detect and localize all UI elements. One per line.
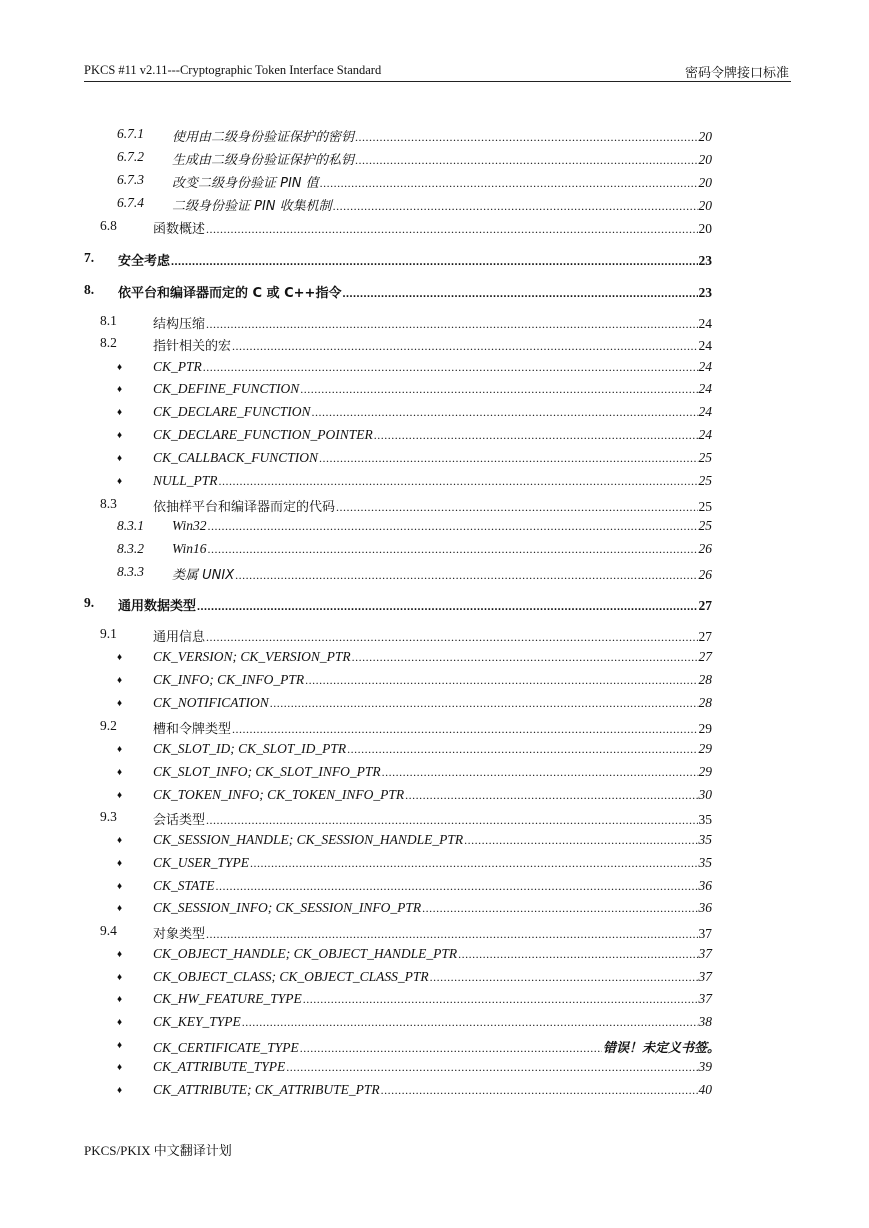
toc-entry-title: CK_OBJECT_HANDLE; CK_OBJECT_HANDLE_PTR <box>153 946 458 961</box>
toc-entry-title: CK_SESSION_INFO; CK_SESSION_INFO_PTR <box>153 900 422 915</box>
toc-page-number: 24 <box>698 316 712 331</box>
toc-page-number: 20 <box>698 221 712 236</box>
toc-entry-title: 安全考虑 <box>118 254 171 269</box>
toc-page-number: 27 <box>698 598 712 613</box>
toc-page-number: 28 <box>698 672 712 687</box>
bullet-icon: ♦ <box>117 858 123 869</box>
toc-page-number: 39 <box>698 1059 712 1074</box>
dot-leader <box>458 947 697 962</box>
toc-page-number: 24 <box>698 427 712 442</box>
footer-project: PKCS/PKIX <box>84 1143 151 1158</box>
toc-entry[interactable] <box>117 172 712 191</box>
dot-leader <box>320 176 698 191</box>
toc-page-number: 20 <box>698 129 712 144</box>
toc-entry[interactable] <box>117 969 712 987</box>
toc-page-number: 29 <box>698 764 712 779</box>
dot-leader <box>355 130 697 145</box>
toc-entry[interactable] <box>117 541 712 559</box>
toc-number: 9.3 <box>100 809 117 824</box>
toc-entry[interactable] <box>117 126 712 145</box>
toc-entry-title: Win32 <box>172 518 207 533</box>
toc-entry[interactable] <box>100 626 712 645</box>
dot-leader <box>235 568 697 583</box>
dot-leader <box>208 542 698 557</box>
bullet-icon: ♦ <box>117 652 123 663</box>
toc-number: 8. <box>84 282 95 297</box>
toc-entry[interactable] <box>100 218 712 237</box>
toc-entry-title: 结构压缩 <box>153 317 206 332</box>
header-title: PKCS #11 v2.11---Cryptographic Token Interface Standard <box>84 63 382 77</box>
dot-leader <box>286 1060 697 1075</box>
toc-entry[interactable] <box>117 946 712 964</box>
page-footer <box>84 1140 232 1159</box>
toc-entry-title: CK_STATE <box>153 878 215 893</box>
toc-entry[interactable] <box>100 809 712 828</box>
toc-page-number: 23 <box>698 253 712 268</box>
toc-number: 6.7.2 <box>117 149 144 164</box>
toc-entry[interactable] <box>84 250 712 269</box>
toc-entry-title: 通用信息 <box>153 630 206 645</box>
toc-entry-title: CK_INFO; CK_INFO_PTR <box>153 672 305 687</box>
toc-page-number: 24 <box>698 381 712 396</box>
toc-page-number: 24 <box>698 404 712 419</box>
bullet-icon: ♦ <box>117 453 123 464</box>
toc-entry-title: 对象类型 <box>153 927 206 942</box>
dot-leader <box>171 254 697 269</box>
bullet-icon: ♦ <box>117 1017 123 1028</box>
dot-leader <box>333 199 698 214</box>
toc-entry[interactable] <box>117 1037 720 1056</box>
dot-leader <box>422 901 697 916</box>
toc-entry-title: CK_HW_FEATURE_TYPE <box>153 991 302 1006</box>
bullet-icon: ♦ <box>117 362 123 373</box>
toc-entry-title: CK_ATTRIBUTE_TYPE <box>153 1059 286 1074</box>
toc-page-number: 37 <box>698 969 712 984</box>
toc-number: 9.2 <box>100 718 117 733</box>
toc-entry[interactable] <box>117 1082 712 1100</box>
bullet-icon: ♦ <box>117 881 123 892</box>
toc-entry-title: 使用由二级身份验证保护的密钥 <box>172 130 355 145</box>
toc-entry-title: NULL_PTR <box>153 473 218 488</box>
dot-leader <box>197 599 697 614</box>
dot-leader <box>300 382 697 397</box>
dot-leader <box>300 1041 602 1056</box>
toc-page-number: 35 <box>698 832 712 847</box>
toc-entry-title: CK_CERTIFICATE_TYPE <box>153 1040 299 1055</box>
bullet-icon: ♦ <box>117 407 123 418</box>
toc-entry-title: 依平台和编译器而定的 C 或 C++指令 <box>118 286 342 301</box>
dot-leader <box>219 474 698 489</box>
toc-page-number: 38 <box>698 1014 712 1029</box>
toc-entry[interactable] <box>117 149 712 168</box>
toc-entry[interactable] <box>117 672 712 690</box>
dot-leader <box>355 153 697 168</box>
toc-entry[interactable] <box>100 718 712 737</box>
toc-entry[interactable] <box>117 991 712 1009</box>
toc-entry[interactable] <box>117 832 712 850</box>
dot-leader <box>203 360 698 375</box>
toc-page-number: 29 <box>698 721 712 736</box>
page-header <box>84 61 791 82</box>
toc-page-number: 24 <box>698 338 712 353</box>
toc-page-number: 25 <box>698 450 712 465</box>
toc-entry[interactable] <box>117 878 712 896</box>
dot-leader <box>216 879 698 894</box>
toc-entry-title: CK_KEY_TYPE <box>153 1014 241 1029</box>
toc-page-number: 20 <box>698 175 712 190</box>
toc-entry[interactable] <box>84 595 712 614</box>
toc-entry-title: 槽和令牌类型 <box>153 722 232 737</box>
bullet-icon: ♦ <box>117 903 123 914</box>
toc-entry[interactable] <box>117 787 712 805</box>
toc-number: 9.1 <box>100 626 117 641</box>
dot-leader <box>232 339 697 354</box>
toc-number: 8.3.2 <box>117 541 144 556</box>
toc-entry-title: 二级身份验证 PIN 收集机制 <box>172 199 332 214</box>
bullet-icon: ♦ <box>117 767 123 778</box>
toc-entry-title: 改变二级身份验证 PIN 值 <box>172 176 319 191</box>
toc-number: 8.3.1 <box>117 518 144 533</box>
toc-entry[interactable] <box>117 381 712 399</box>
toc-entry-title: CK_SLOT_ID; CK_SLOT_ID_PTR <box>153 741 347 756</box>
dot-leader <box>206 630 697 645</box>
dot-leader <box>206 813 697 828</box>
toc-page-number: 27 <box>698 629 712 644</box>
toc-number: 9.4 <box>100 923 117 938</box>
bullet-icon: ♦ <box>117 675 123 686</box>
toc-entry[interactable] <box>117 1014 712 1032</box>
bookmark-error-note: 错误！未定义书签。 <box>602 1041 720 1056</box>
toc-entry-title: CK_DEFINE_FUNCTION <box>153 381 300 396</box>
toc-page-number: 27 <box>698 649 712 664</box>
toc-entry-title: CK_DECLARE_FUNCTION <box>153 404 311 419</box>
toc-entry[interactable] <box>117 427 712 445</box>
bullet-icon: ♦ <box>117 1085 123 1096</box>
dot-leader <box>312 405 698 420</box>
toc-page-number: 20 <box>698 152 712 167</box>
dot-leader <box>232 722 697 737</box>
dot-leader <box>352 650 698 665</box>
toc-page-number: 30 <box>698 787 712 802</box>
toc-page-number: 26 <box>698 541 712 556</box>
toc-entry[interactable] <box>117 649 712 667</box>
toc-entry[interactable] <box>100 335 712 354</box>
toc-entry[interactable] <box>100 313 712 332</box>
dot-leader <box>305 673 697 688</box>
toc-page-number: 26 <box>698 567 712 582</box>
bullet-icon: ♦ <box>117 430 123 441</box>
toc-number: 6.7.3 <box>117 172 144 187</box>
toc-page-number: 23 <box>698 285 712 300</box>
toc-entry[interactable] <box>84 282 712 301</box>
dot-leader <box>336 500 697 515</box>
toc-entry[interactable] <box>117 695 712 713</box>
toc-entry-title: CK_ATTRIBUTE; CK_ATTRIBUTE_PTR <box>153 1082 380 1097</box>
dot-leader <box>374 428 698 443</box>
toc-entry-title: CK_PTR <box>153 359 202 374</box>
header-chinese-title: 密码令牌接口标准 <box>684 66 789 81</box>
toc-entry-title: 函数概述 <box>153 222 206 237</box>
toc-page-number: 35 <box>698 812 712 827</box>
toc-number: 8.1 <box>100 313 117 328</box>
toc-number: 6.8 <box>100 218 117 233</box>
bullet-icon: ♦ <box>117 790 123 801</box>
dot-leader <box>430 970 698 985</box>
dot-leader <box>242 1015 698 1030</box>
dot-leader <box>319 451 697 466</box>
bullet-icon: ♦ <box>117 949 123 960</box>
toc-number: 6.7.4 <box>117 195 144 210</box>
toc-page-number: 25 <box>698 473 712 488</box>
toc-page-number: 35 <box>698 855 712 870</box>
dot-leader <box>270 696 698 711</box>
toc-page-number: 37 <box>698 991 712 1006</box>
dot-leader <box>250 856 697 871</box>
dot-leader <box>382 765 698 780</box>
bullet-icon: ♦ <box>117 1062 123 1073</box>
toc-number: 8.3 <box>100 496 117 511</box>
bullet-icon: ♦ <box>117 835 123 846</box>
toc-entry-title: 指针相关的宏 <box>153 339 232 354</box>
toc-entry[interactable] <box>100 496 712 515</box>
toc-entry-title: 通用数据类型 <box>118 599 197 614</box>
toc-entry[interactable] <box>100 923 712 942</box>
toc-entry[interactable] <box>117 450 712 468</box>
toc-entry-title: 类属 UNIX <box>172 568 235 583</box>
dot-leader <box>381 1083 698 1098</box>
toc-entry-title: CK_SLOT_INFO; CK_SLOT_INFO_PTR <box>153 764 381 779</box>
toc-number: 6.7.1 <box>117 126 144 141</box>
toc-entry[interactable] <box>117 404 712 422</box>
toc-page-number: 24 <box>698 359 712 374</box>
toc-entry[interactable] <box>117 855 712 873</box>
dot-leader <box>464 833 697 848</box>
toc-entry-title: CK_TOKEN_INFO; CK_TOKEN_INFO_PTR <box>153 787 405 802</box>
bullet-icon: ♦ <box>117 994 123 1005</box>
toc-page-number: 37 <box>698 926 712 941</box>
bullet-icon: ♦ <box>117 476 123 487</box>
toc-entry-title: CK_OBJECT_CLASS; CK_OBJECT_CLASS_PTR <box>153 969 429 984</box>
toc-page-number: 28 <box>698 695 712 710</box>
toc-entry-title: 生成由二级身份验证保护的私钥 <box>172 153 355 168</box>
toc-entry-title: CK_USER_TYPE <box>153 855 250 870</box>
bullet-icon: ♦ <box>117 384 123 395</box>
toc-entry-title: Win16 <box>172 541 207 556</box>
toc-page-number: 29 <box>698 741 712 756</box>
toc-entry[interactable] <box>117 195 712 214</box>
toc-page-number: 40 <box>698 1082 712 1097</box>
toc-entry[interactable] <box>117 564 712 583</box>
toc-entry[interactable] <box>117 1059 712 1077</box>
toc-entry[interactable] <box>117 741 712 759</box>
toc-entry[interactable] <box>117 518 712 536</box>
toc-number: 9. <box>84 595 95 610</box>
dot-leader <box>342 286 697 301</box>
dot-leader <box>208 519 698 534</box>
bullet-icon: ♦ <box>117 744 123 755</box>
dot-leader <box>347 742 697 757</box>
toc-page-number: 36 <box>698 900 712 915</box>
toc-entry-title: CK_CALLBACK_FUNCTION <box>153 450 319 465</box>
bullet-icon: ♦ <box>117 698 123 709</box>
toc-entry[interactable] <box>117 900 712 918</box>
dot-leader <box>206 222 697 237</box>
bullet-icon: ♦ <box>117 1040 123 1051</box>
toc-entry-title: CK_SESSION_HANDLE; CK_SESSION_HANDLE_PTR <box>153 832 464 847</box>
toc-entry[interactable] <box>117 473 712 491</box>
toc-entry-title: CK_NOTIFICATION <box>153 695 269 710</box>
toc-number: 7. <box>84 250 95 265</box>
toc-page-number: 37 <box>698 946 712 961</box>
dot-leader <box>303 992 698 1007</box>
toc-number: 8.2 <box>100 335 117 350</box>
bullet-icon: ♦ <box>117 972 123 983</box>
toc-entry-title: CK_VERSION; CK_VERSION_PTR <box>153 649 351 664</box>
toc-entry-title: 会话类型 <box>153 813 206 828</box>
toc-page-number: 25 <box>698 499 712 514</box>
toc-page-number: 36 <box>698 878 712 893</box>
toc-page-number: 25 <box>698 518 712 533</box>
toc-entry-title: CK_DECLARE_FUNCTION_POINTER <box>153 427 373 442</box>
dot-leader <box>206 927 697 942</box>
toc-entry-title: 依抽样平台和编译器而定的代码 <box>153 500 336 515</box>
dot-leader <box>405 788 697 803</box>
toc-page-number: 20 <box>698 198 712 213</box>
toc-number: 8.3.3 <box>117 564 144 579</box>
dot-leader <box>206 317 697 332</box>
toc-entry[interactable] <box>117 359 712 377</box>
toc-entry[interactable] <box>117 764 712 782</box>
footer-project-cn: 中文翻译计划 <box>153 1144 232 1159</box>
